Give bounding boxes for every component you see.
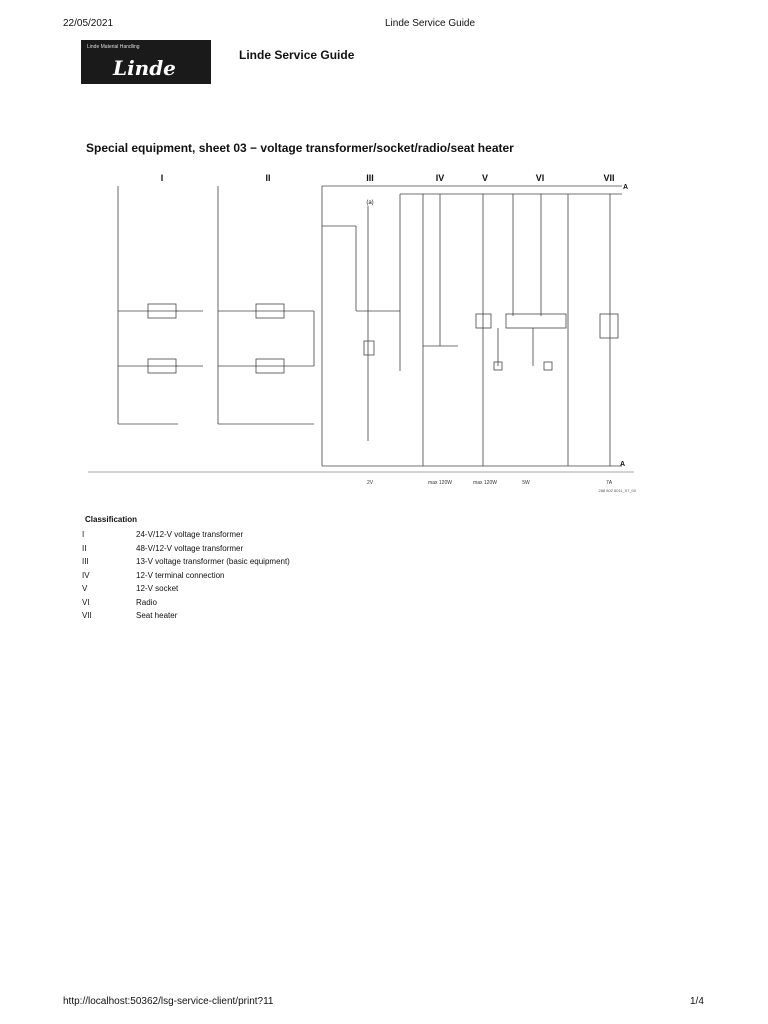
print-date: 22/05/2021 — [63, 18, 114, 29]
classification-row — [82, 596, 290, 610]
class-desc: 24-V/12-V voltage transformer — [136, 530, 244, 540]
footer-url[interactable]: http://localhost:50362/lsg-service-client/print?11 — [63, 996, 274, 1007]
diagram-label-iii: III — [366, 173, 374, 183]
class-desc: 12-V socket — [136, 584, 179, 594]
module-iii — [364, 341, 374, 355]
speaker-right — [544, 362, 552, 370]
print-header-title: Linde Service Guide — [385, 18, 476, 29]
class-code: II — [82, 543, 87, 553]
diagram-label-vi: VI — [535, 173, 545, 183]
class-desc: Seat heater — [136, 611, 178, 621]
footer-page-number: 1/4 — [690, 996, 704, 1007]
classification-row — [82, 542, 290, 556]
class-code: I — [82, 530, 85, 540]
classification-row — [82, 569, 290, 583]
wiring-diagram — [78, 166, 644, 496]
diagram-sub-label: (a) — [366, 200, 374, 206]
class-code: IV — [82, 570, 90, 580]
class-desc: 13-V voltage transformer (basic equipment) — [136, 557, 290, 567]
diagram-label-i: I — [160, 173, 164, 183]
classification-row — [82, 528, 290, 542]
socket-v — [476, 314, 491, 328]
classification-row — [82, 582, 290, 596]
section-title: Special equipment, sheet 03 − voltage transformer/socket/radio/seat heater — [86, 141, 514, 155]
logo-tagline: Linde Material Handling — [87, 44, 140, 50]
linde-logo — [81, 40, 211, 84]
class-desc: 12-V terminal connection — [136, 570, 225, 580]
class-code: VII — [82, 611, 92, 621]
diagram-terminal-bottom: A — [620, 461, 626, 468]
drawing-code: 288 802 6011_07_00 — [598, 488, 636, 493]
classification-row — [82, 609, 290, 623]
bottom-label-2v: 2V — [366, 480, 374, 486]
radio-vi — [506, 314, 566, 328]
class-desc: Radio — [136, 597, 157, 607]
classification-title: Classification — [85, 515, 138, 524]
bottom-label-vi: 5W — [522, 480, 530, 486]
seat-heater-vii — [600, 314, 618, 338]
bottom-label-vii: 7A — [605, 480, 613, 486]
classification-table — [82, 528, 290, 623]
bottom-label-iv: max 120W — [428, 480, 452, 486]
diagram-label-v: V — [481, 173, 489, 183]
class-code: VI — [82, 597, 90, 607]
bottom-label-v: max 120W — [473, 480, 497, 486]
logo-wordmark: Linde — [113, 56, 176, 80]
diagram-terminal-top: A — [623, 184, 629, 191]
diagram-label-ii: II — [265, 173, 271, 183]
class-desc: 48-V/12-V voltage transformer — [136, 543, 244, 553]
diagram-label-iv: IV — [435, 173, 445, 183]
diagram-label-vii: VII — [603, 173, 615, 183]
class-code: III — [82, 557, 89, 567]
guide-title: Linde Service Guide — [239, 48, 355, 62]
classification-row — [82, 555, 290, 569]
class-code: V — [82, 584, 88, 594]
